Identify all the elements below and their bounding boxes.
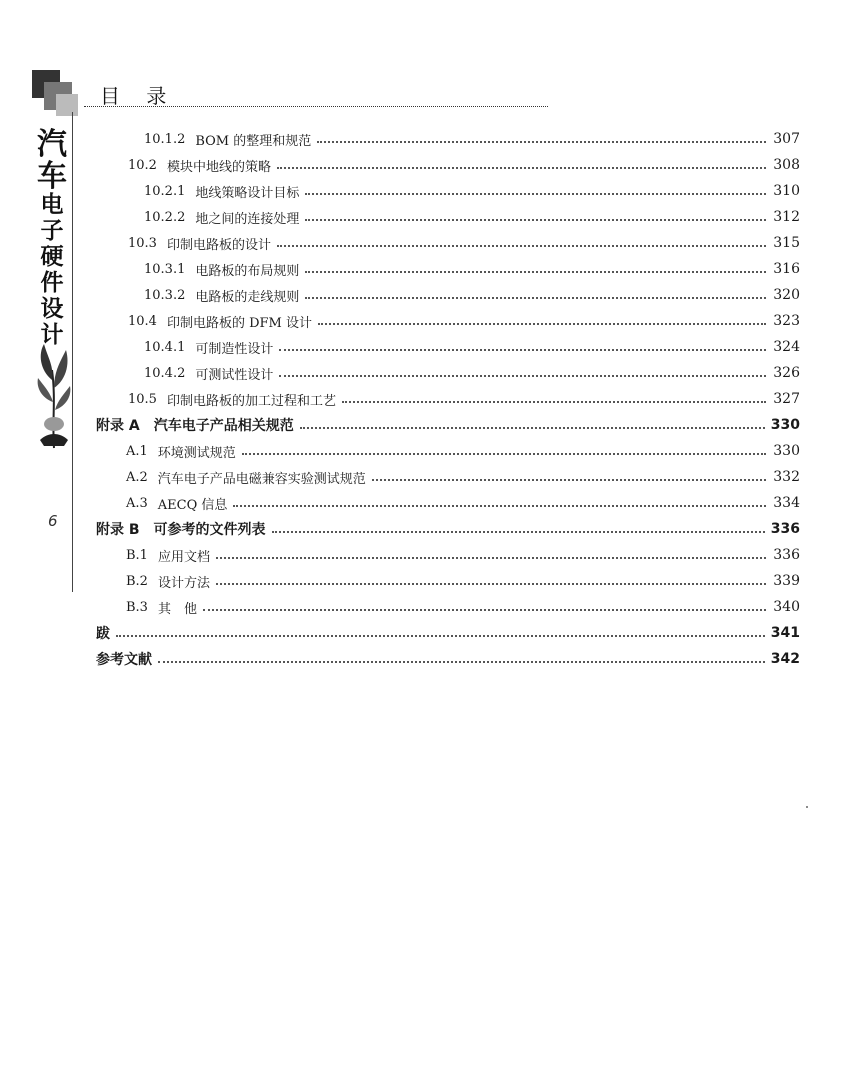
toc-entry-number: B.3	[126, 599, 148, 615]
toc-entry-page: 330	[770, 417, 800, 433]
toc-leader-dots	[277, 245, 766, 247]
toc-leader-dots	[158, 661, 765, 663]
toc-entry-number: 10.1.2	[144, 131, 186, 147]
spine-char: 车	[37, 159, 67, 194]
toc-leader-dots	[305, 297, 766, 299]
toc-entry-title: 印制电路板的 DFM 设计	[166, 315, 312, 331]
toc-entry-title: 模块中地线的策略	[166, 159, 271, 175]
toc-entry-title: 电路板的走线规则	[195, 289, 300, 305]
toc-entry-page: 330	[773, 443, 800, 459]
toc-entry-number: 附录 B	[96, 522, 140, 538]
toc-entry-title: 设计方法	[157, 575, 210, 591]
toc-entry-title: 地之间的连接处理	[195, 211, 300, 227]
toc-entry-title: 环境测试规范	[157, 445, 236, 461]
toc-entry-title: AECQ 信息	[157, 497, 228, 513]
toc-entry[interactable]	[96, 620, 800, 646]
toc-leader-dots	[233, 505, 766, 507]
toc-entry-number: 10.5	[128, 391, 157, 407]
toc-leader-dots	[305, 219, 766, 221]
plant-illustration	[34, 340, 74, 450]
toc-entry-number: 10.4.2	[144, 365, 186, 381]
toc-entry-page: 307	[773, 131, 800, 147]
toc-leader-dots	[300, 427, 765, 429]
scan-speck	[806, 806, 808, 808]
toc-leader-dots	[317, 141, 766, 143]
toc-entry[interactable]	[96, 412, 800, 438]
toc-entry-title: 可测试性设计	[195, 367, 274, 383]
toc-entry[interactable]	[96, 594, 800, 620]
toc-entry[interactable]	[96, 646, 800, 672]
toc-entry-number: 10.2.2	[144, 209, 186, 225]
toc-entry-number: A.3	[126, 495, 148, 511]
corner-decoration	[32, 70, 80, 118]
toc-entry[interactable]	[96, 334, 800, 360]
toc-entry-page: 327	[773, 391, 800, 407]
toc-entry[interactable]	[96, 126, 800, 152]
toc-leader-dots	[216, 583, 766, 585]
toc-entry[interactable]	[96, 386, 800, 412]
toc-entry-title: BOM 的整理和规范	[195, 133, 312, 149]
toc-entry-title: 汽车电子产品相关规范	[153, 418, 294, 434]
toc-entry-title: 地线策略设计目标	[195, 185, 300, 201]
toc-entry-number: 跋	[96, 626, 110, 642]
toc-entry-page: 340	[773, 599, 800, 615]
toc-entry[interactable]	[96, 542, 800, 568]
toc-entry-title: 印制电路板的加工过程和工艺	[166, 393, 336, 409]
toc-entry-number: 10.2	[128, 157, 157, 173]
toc-entry-title: 可制造性设计	[195, 341, 274, 357]
toc-entry-number: 10.3.2	[144, 287, 186, 303]
toc-entry-page: 320	[773, 287, 800, 303]
toc-entry-page: 326	[773, 365, 800, 381]
toc-leader-dots	[305, 193, 766, 195]
toc-entry[interactable]	[96, 204, 800, 230]
toc-entry[interactable]	[96, 308, 800, 334]
toc-entry-page: 308	[773, 157, 800, 173]
toc-entry-page: 315	[773, 235, 800, 251]
spine-char: 汽	[37, 127, 67, 162]
toc-entry-number: B.1	[126, 547, 148, 563]
toc-entry[interactable]	[96, 464, 800, 490]
toc-entry-number: B.2	[126, 573, 148, 589]
toc-entry-page: 336	[770, 521, 800, 537]
toc-leader-dots	[305, 271, 766, 273]
page-number: 6	[48, 512, 58, 530]
spine-char: 硬	[40, 244, 64, 270]
toc-entry[interactable]	[96, 178, 800, 204]
toc-entry[interactable]	[96, 490, 800, 516]
toc-entry-page: 336	[773, 547, 800, 563]
toc-entry-number: A.1	[126, 443, 148, 459]
toc-entry[interactable]	[96, 256, 800, 282]
spine-char: 设	[40, 296, 64, 322]
toc-leader-dots	[279, 375, 766, 377]
toc-entry-number: 10.4	[128, 313, 157, 329]
table-of-contents	[96, 126, 800, 672]
toc-entry[interactable]	[96, 230, 800, 256]
toc-leader-dots	[216, 557, 766, 559]
toc-entry-number: 附录 A	[96, 418, 140, 434]
toc-leader-dots	[372, 479, 766, 481]
toc-entry-number: 10.2.1	[144, 183, 186, 199]
toc-entry-page: 312	[773, 209, 800, 225]
toc-entry-title: 应用文档	[157, 549, 210, 565]
toc-entry-number: A.2	[126, 469, 148, 485]
toc-entry-page: 310	[773, 183, 800, 199]
toc-leader-dots	[277, 167, 766, 169]
toc-entry-title: 可参考的文件列表	[153, 522, 266, 538]
toc-entry-page: 342	[770, 651, 800, 667]
toc-entry[interactable]	[96, 360, 800, 386]
toc-entry-page: 324	[773, 339, 800, 355]
spine-char: 件	[40, 270, 64, 296]
toc-entry-title: 汽车电子产品电磁兼容实验测试规范	[157, 471, 366, 487]
toc-entry-number: 参考文献	[96, 652, 152, 668]
toc-entry-page: 323	[773, 313, 800, 329]
toc-entry[interactable]	[96, 516, 800, 542]
toc-entry-page: 334	[773, 495, 800, 511]
spine-char: 计	[40, 322, 64, 348]
header-rule	[84, 106, 548, 107]
toc-entry-number: 10.3	[128, 235, 157, 251]
toc-entry-page: 341	[770, 625, 800, 641]
toc-entry-title: 印制电路板的设计	[166, 237, 271, 253]
toc-leader-dots	[318, 323, 766, 325]
spine-char: 子	[40, 218, 64, 244]
book-spine-title	[34, 127, 70, 350]
toc-entry-page: 316	[773, 261, 800, 277]
toc-entry-title: 其 他	[157, 601, 197, 617]
toc-entry[interactable]	[96, 152, 800, 178]
toc-entry-page: 332	[773, 469, 800, 485]
toc-leader-dots	[279, 349, 766, 351]
toc-entry-number: 10.4.1	[144, 339, 186, 355]
toc-entry[interactable]	[96, 438, 800, 464]
toc-leader-dots	[116, 635, 765, 637]
toc-leader-dots	[342, 401, 766, 403]
toc-entry-title: 电路板的布局规则	[195, 263, 300, 279]
page-header-title: 目 录	[100, 84, 177, 108]
toc-entry-number: 10.3.1	[144, 261, 186, 277]
toc-leader-dots	[242, 453, 766, 455]
toc-entry-page: 339	[773, 573, 800, 589]
toc-leader-dots	[272, 531, 765, 533]
toc-entry[interactable]	[96, 568, 800, 594]
spine-char: 电	[40, 192, 64, 218]
toc-entry[interactable]	[96, 282, 800, 308]
toc-leader-dots	[203, 609, 766, 611]
